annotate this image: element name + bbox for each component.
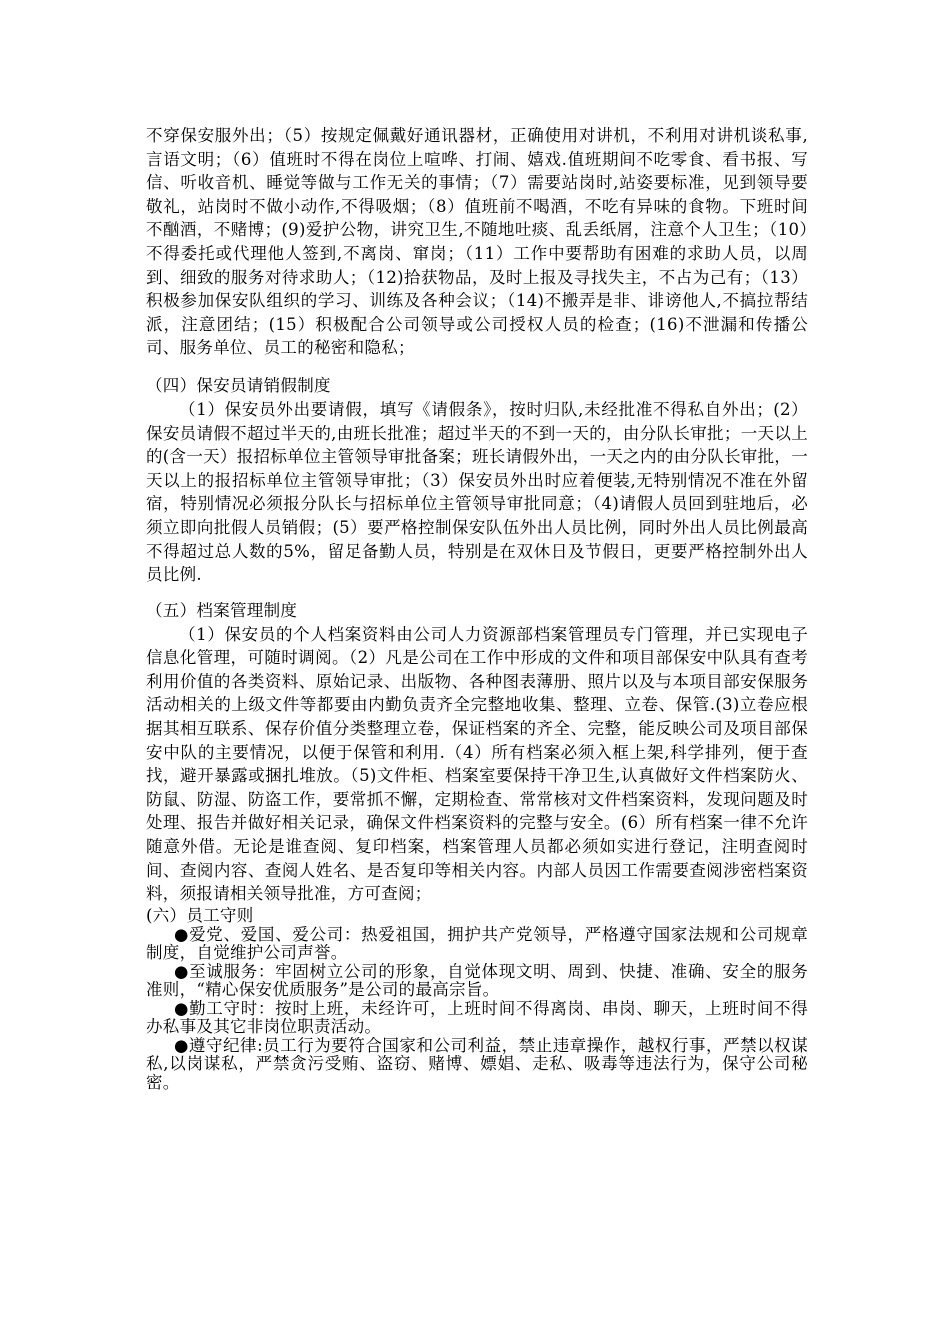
spacer [146,360,808,374]
rule-item: ●至诚服务：牢固树立公司的形象，自觉体现文明、周到、快捷、准确、安全的服务准则，“精心保安优质服务”是公司的最高宗旨。 [146,961,808,1000]
document-page [146,124,808,1092]
section5-body: （1）保安员的个人档案资料由公司人力资源部档案管理员专门管理，并已实现电子信息化管理，可随时调阅。（2）凡是公司在工作中形成的文件和项目部保安中队具有查考利用价值的各类资料、原始记录、出版物、各种图表薄册、照片以及与本项目部安保服务活动相关的上级文件等都要由内勤负责齐全完整地收集、整理、立卷、保管.(3)立卷应根据其相互联系、保存价值分类整理立卷，保证档案的齐全、完整，能反映公司及项目部保安中队的主要情况，以便于保管和利用.（4）所有档案必须入框上架,科学排列，便于查找，避开暴露或捆扎堆放。（5)文件柜、档案室要保持干净卫生,认真做好文件档案防火、防鼠、防湿、防盗工作，要常抓不懈，定期检查、常常核对文件档案资料，发现问题及时处理、报告并做好相关记录，确保文件档案资料的完整与安全。(6）所有档案一律不允许随意外借。无论是谁查阅、复印档案，档案管理人员都必须如实进行登记，注明查阅时间、查阅内容、查阅人姓名、是否复印等相关内容。内部人员因工作需要查阅涉密档案资料，须报请相关领导批准，方可查阅； [146,624,808,904]
rule-item: ●勤工守时：按时上班，未经许可，上班时间不得离岗、串岗、聊天，上班时间不得办私事及其它非岗位职责活动。 [146,998,808,1037]
employee-rules-section [146,906,808,1093]
section4-heading: （四）保安员请销假制度 [146,375,331,395]
section4-body: （1）保安员外出要请假，填写《请假条》，按时归队,未经批准不得私自外出；(2）保安员请假不超过半天的,由班长批准；超过半天的不到一天的，由分队长审批；一天以上的(含一天）报招标单位主管领导审批备案；班长请假外出，一天之内的由分队长审批，一天以上的报招标单位主管领导审批；（3）保安员外出时应着便装,无特别情况不准在外留宿，特别情况必须报分队长与招标单位主管领导审批同意；（4)请假人员回到驻地后，必须立即向批假人员销假；(5）要严格控制保安队伍外出人员比例，同时外出人员比例最高不得超过总人数的5%，留足备勤人员，特别是在双休日及节假日，更要严格控制外出人员比例. [146,399,808,585]
section3-body: 不穿保安服外出；（5）按规定佩戴好通讯器材，正确使用对讲机，不利用对讲机谈私事,言语文明；（6）值班时不得在岗位上喧哗、打闹、嬉戏.值班期间不吃零食、看书报、写信、听收音机、睡觉等做与工作无关的事情；（7）需要站岗时,站姿要标准，见到领导要敬礼，站岗时不做小动作,不得吸烟；（8）值班前不喝酒，不吃有异味的食物。下班时间不酗酒，不赌博；(9)爱护公物，讲究卫生,不随地吐痰、乱丢纸屑，注意个人卫生；（10）不得委托或代理他人签到,不离岗、窜岗；（11）工作中要帮助有困难的求助人员，以周到、细致的服务对待求助人；（12)拾获物品，及时上报及寻找失主，不占为己有；（13）积极参加保安队组织的学习、训练及各种会议；（14)不搬弄是非、诽谤他人,不搞拉帮结派，注意团结；(15）积极配合公司领导或公司授权人员的检查；(16)不泄漏和传播公司、服务单位、员工的秘密和隐私； [146,126,808,358]
rule-item: ●爱党、爱国、爱公司：热爱祖国，拥护共产党领导，严格遵守国家法规和公司规章制度，自觉维护公司声誉。 [146,924,808,963]
section5-heading: （五）档案管理制度 [146,600,298,620]
section6-heading: (六）员工守则 [146,905,254,925]
spacer [146,587,808,599]
rule-item: ●遵守纪律:员工行为要符合国家和公司利益，禁止违章操作，越权行事，严禁以权谋私,以岗谋私，严禁贪污受贿、盗窃、赌博、嫖娼、走私、吸毒等违法行为，保守公司秘密。 [146,1035,808,1092]
